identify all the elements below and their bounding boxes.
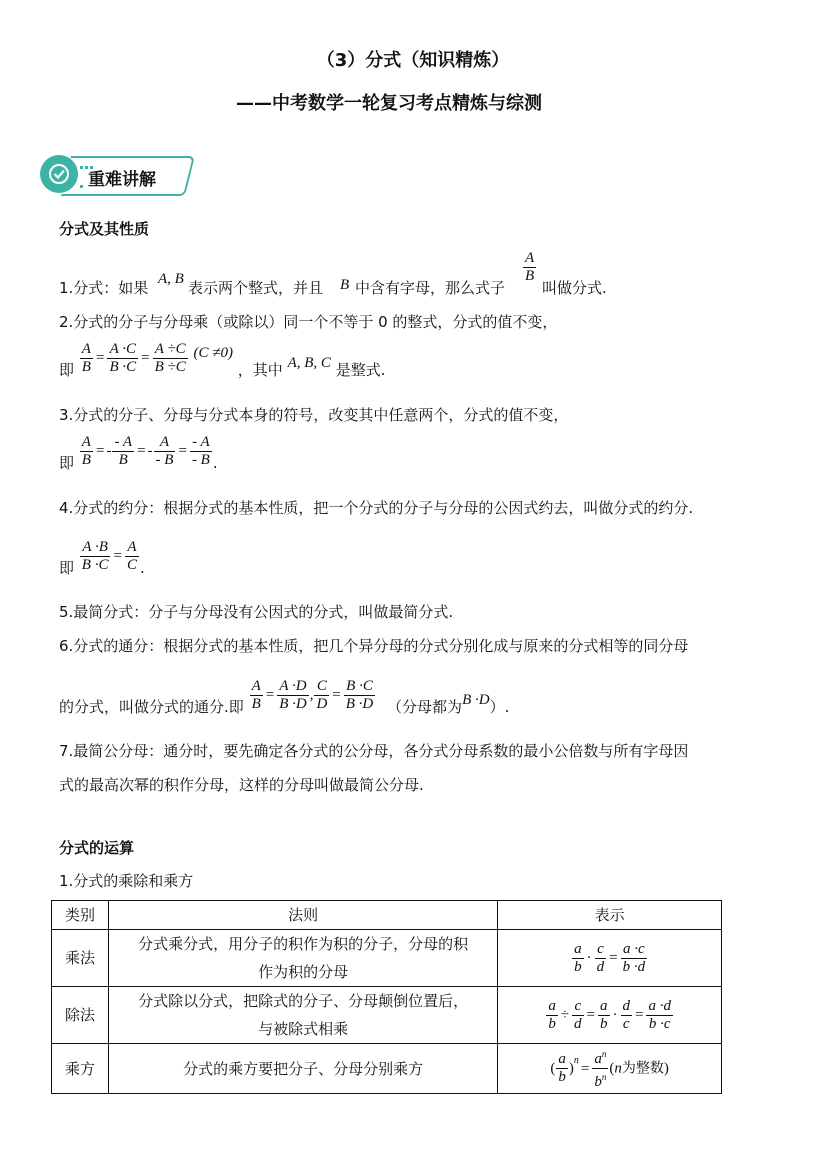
section-heading-operations: 分式的运算 <box>59 839 135 857</box>
frac: $\frac{A \div C}{B \div C}$ <box>154 341 186 375</box>
p1-vars: A, B <box>158 271 184 287</box>
row-rule: 分式乘分式，用分子的积作为积的分子，分母的积 作为积的分母 <box>108 930 497 987</box>
paragraph-2-text: 2.分式的分子与分母乘（或除以）同一个不等于 0 的整式，分式的值不变， <box>59 313 558 331</box>
p2-vars: A, B, C <box>287 355 331 371</box>
row-rule: 分式除以分式，把除式的分子、分母颠倒位置后， 与被除式相乘 <box>108 987 497 1044</box>
paragraph-5: 5.最简分式：分子与分母没有公因式的分式，叫做最简分式. <box>59 603 454 621</box>
header-category: 类别 <box>52 901 109 930</box>
paragraph-6-text: 6.分式的通分：根据分式的基本性质，把几个异分母的分式分别化成与原来的分式相等的同分母 <box>59 637 689 655</box>
paragraph-7-line1: 7.最简公分母：通分时，要先确定各分式的公分母，各分式分母系数的最小公倍数与所有字母因 <box>59 742 689 760</box>
frac: $\frac{A \cdot C}{B \cdot C}$ <box>109 341 137 375</box>
section-heading-properties: 分式及其性质 <box>59 220 150 238</box>
table-row <box>52 987 722 1044</box>
table-row <box>52 1044 722 1094</box>
header-expression: 表示 <box>498 901 722 930</box>
paragraph-3-text: 3.分式的分子、分母与分式本身的符号，改变其中任意两个，分式的值不变， <box>59 406 569 424</box>
p1-mid: 表示两个整式，并且 <box>188 279 324 297</box>
check-icon <box>40 155 78 193</box>
header-rule: 法则 <box>108 901 497 930</box>
paragraph-3-formula: 即 $\frac{A}{B}$ = - $\frac{- A}{B}$ = - $\frac{A}{- B}$ = $\frac{- A}{- B}$ . <box>59 434 218 472</box>
p1-pre: 1.分式：如果 <box>59 279 149 297</box>
banner-label: 重难讲解 <box>88 170 156 190</box>
table-row <box>52 930 722 987</box>
page-subtitle: ——中考数学一轮复习考点精炼与综测 <box>236 93 542 114</box>
paragraph-2-formula: 即 $\frac{A}{B}$ = $\frac{A \cdot C}{B \cdot C}$ = $\frac{A \div C}{B \div C}$ (C ≠0) ，其中 A, B, C 是整式. <box>59 341 386 379</box>
row-expression: $\frac{a}{b}$ ÷ $\frac{c}{d}$ = $\frac{a}{b}$ · $\frac{d}{c}$ = $\frac{a \cdot d}{b \cdot c}$ <box>498 987 722 1044</box>
row-expression: ( $\frac{a}{b}$ )$^n$ = $\frac{a^n}{b^n}$ (n为整数) <box>498 1044 722 1094</box>
row-expression: $\frac{a}{b}$ · $\frac{c}{d}$ = $\frac{a \cdot c}{b \cdot d}$ <box>498 930 722 987</box>
row-category: 除法 <box>52 987 109 1044</box>
page-title: （3）分式（知识精炼） <box>316 50 510 71</box>
rules-table <box>51 900 722 1094</box>
paragraph-6-formula: 的分式，叫做分式的通分.即 $\frac{A}{B}$ = $\frac{A \cdot D}{B \cdot D}$ , $\frac{C}{D}$ = $\frac{B \cdot C}{B \cdot D}$ （分母都为B ·D）. <box>59 678 510 716</box>
frac: $\frac{A}{B}$ <box>81 341 91 375</box>
banner-dots <box>80 154 98 157</box>
table-header-row <box>52 901 722 930</box>
row-category: 乘法 <box>52 930 109 987</box>
row-category: 乘方 <box>52 1044 109 1094</box>
row-rule: 分式的乘方要把分子、分母分别乘方 <box>108 1044 497 1094</box>
p1-b: B <box>340 277 350 293</box>
p1-mid2: 中含有字母，那么式子 <box>355 279 506 297</box>
p2-condition: (C ≠0) <box>193 345 233 361</box>
paragraph-7-line2: 式的最高次幂的积作分母，这样的分母叫做最简公分母. <box>59 776 424 794</box>
p1-fraction: $\frac{A}{B}$ <box>525 250 535 284</box>
paragraph-4-formula: 即 $\frac{A \cdot B}{B \cdot C}$ = $\frac{A}{C}$ . <box>59 539 145 577</box>
paragraph-4-text: 4.分式的约分：根据分式的基本性质，把一个分式的分子与分母的公因式约去，叫做分式的约分. <box>59 499 694 517</box>
p1-post: 叫做分式. <box>542 279 607 297</box>
subheading-mul-div: 1.分式的乘除和乘方 <box>59 872 194 890</box>
